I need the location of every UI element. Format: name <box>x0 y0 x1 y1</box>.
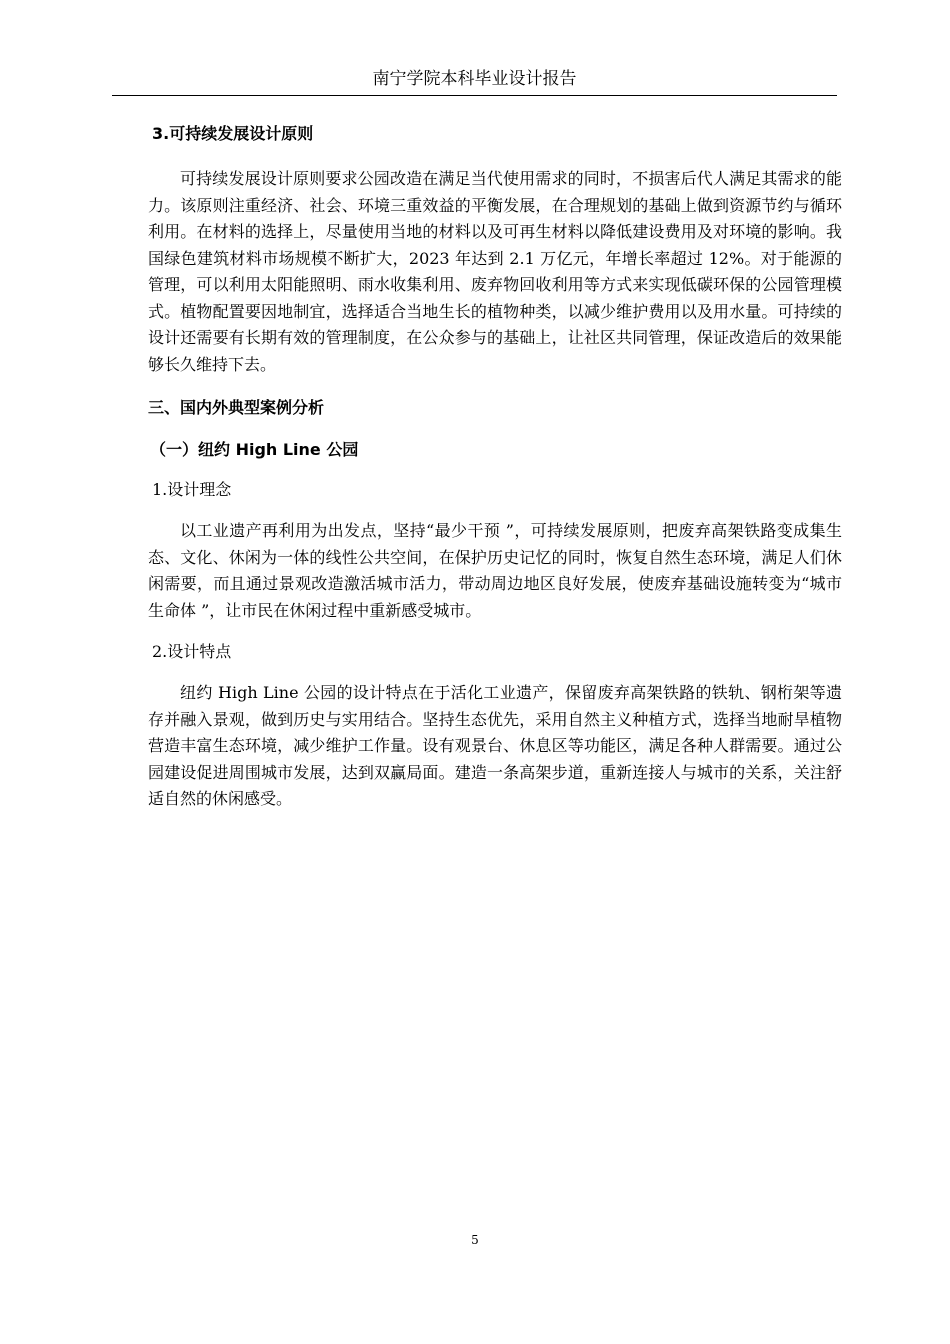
document-body <box>148 118 842 813</box>
page-header: 南宁学院本科毕业设计报告 <box>372 69 577 89</box>
header-divider <box>112 95 837 96</box>
high-line-case-heading: （一）纽约 High Line 公园 <box>150 440 359 459</box>
case-analysis-section-heading: 三、国内外典型案例分析 <box>148 398 325 417</box>
design-concept-paragraph: 以工业遗产再利用为出发点，坚持“最少干预 ”，可持续发展原则，把废弃高架铁路变成集生态、文化、休闲为一体的线性公共空间，在保护历史记忆的同时，恢复自然生态环境，满足人们休闲需要，而且通过景观改造激活城市活力，带动周边地区良好发展，使废弃基础设施转变为“城市生命体 ”，让市民在休闲过程中重新感受城市。 <box>148 521 842 620</box>
design-features-paragraph: 纽约 High Line 公园的设计特点在于活化工业遗产，保留废弃高架铁路的铁轨、钢桁架等遗存并融入景观，做到历史与实用结合。坚持生态优先，采用自然主义种植方式，选择当地耐旱植物营造丰富生态环境，减少维护工作量。设有观景台、休息区等功能区，满足各种人群需要。通过公园建设促进周围城市发展，达到双赢局面。建造一条高架步道，重新连接人与城市的关系，关注舒适自然的休闲感受。 <box>148 683 842 808</box>
page-number: 5 <box>471 1233 479 1247</box>
sustainable-principle-heading: 3.可持续发展设计原则 <box>152 124 314 143</box>
design-features-heading: 2.设计特点 <box>152 642 232 661</box>
design-concept-heading: 1.设计理念 <box>152 480 232 499</box>
sustainable-principle-paragraph: 可持续发展设计原则要求公园改造在满足当代使用需求的同时，不损害后代人满足其需求的能力。该原则注重经济、社会、环境三重效益的平衡发展，在合理规划的基础上做到资源节约与循环利用。在材料的选择上，尽量使用当地的材料以及可再生材料以降低建设费用及对环境的影响。我国绿色建筑材料市场规模不断扩大，2023 年达到 2.1 万亿元，年增长率超过 12%。对于能源的管理，可以利用太阳能照明、雨水收集利用、废弃物回收利用等方式来实现低碳环保的公园管理模式。植物配置要因地制宜，选择适合当地生长的植物种类，以减少维护费用以及用水量。可持续的设计还需要有长期有效的管理制度，在公众参与的基础上，让社区共同管理，保证改造后的效果能够长久维持下去。 <box>148 169 842 374</box>
